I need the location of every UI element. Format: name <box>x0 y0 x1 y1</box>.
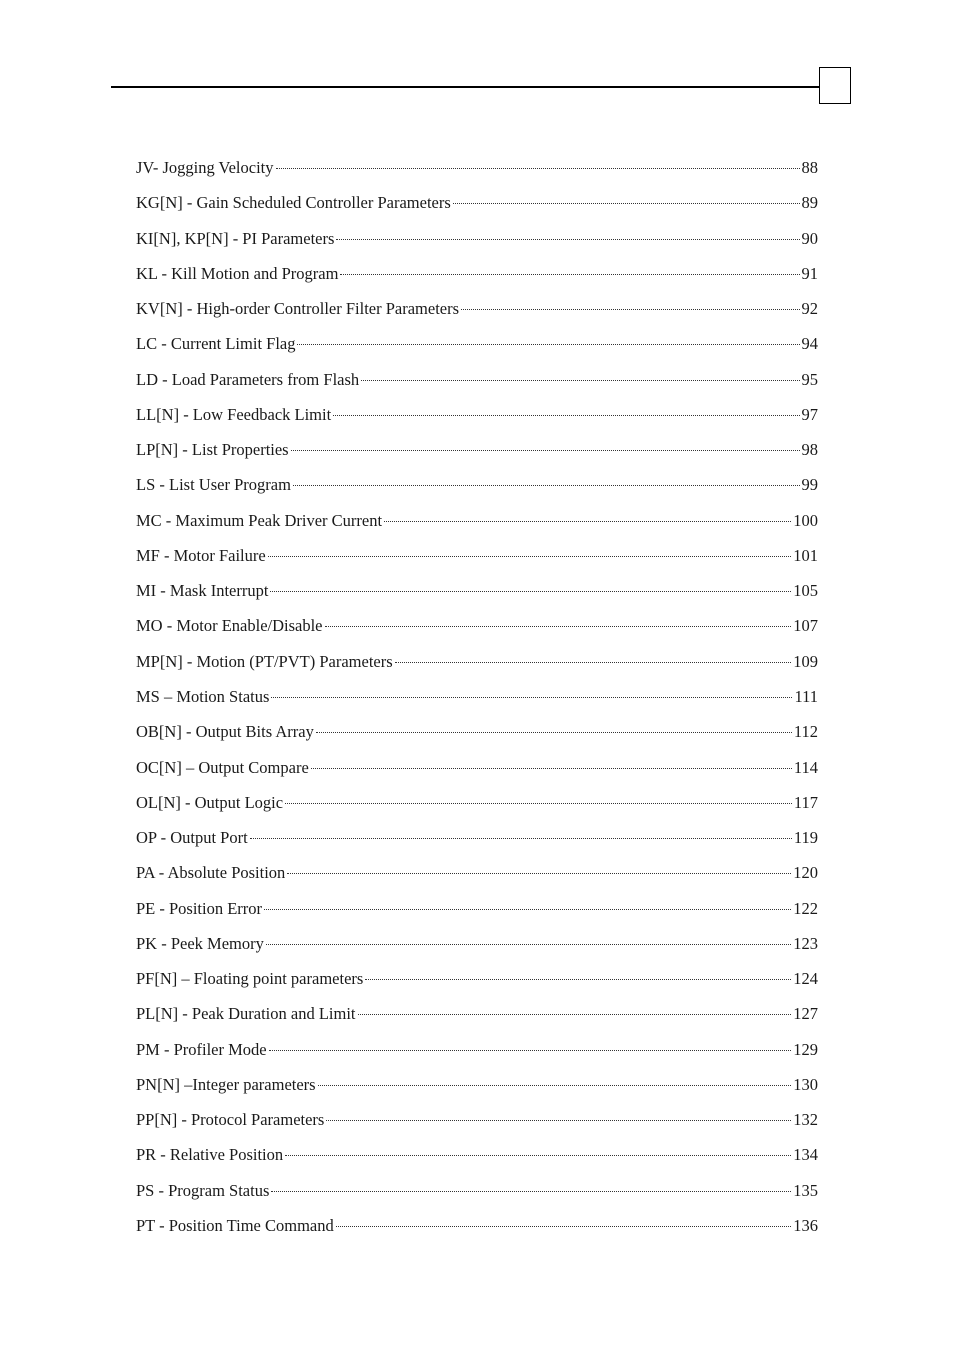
toc-entry[interactable] <box>136 256 818 291</box>
toc-entry[interactable] <box>136 1032 818 1067</box>
toc-dot-leader <box>336 1226 792 1227</box>
toc-entry-page-number: 105 <box>793 581 818 601</box>
toc-entry-page-number: 112 <box>793 722 818 742</box>
toc-entry-page-number: 136 <box>793 1215 818 1235</box>
toc-entry-page-number: 122 <box>793 898 818 918</box>
toc-entry[interactable] <box>136 785 818 820</box>
toc-dot-leader <box>266 944 791 945</box>
toc-entry[interactable] <box>136 432 818 467</box>
toc-entry[interactable] <box>136 714 818 749</box>
toc-entry-page-number: 99 <box>801 475 818 495</box>
toc-entry-label: PA - Absolute Position <box>136 863 286 883</box>
toc-entry[interactable] <box>136 644 818 679</box>
toc-entry-page-number: 92 <box>801 299 818 319</box>
toc-dot-leader <box>395 662 792 663</box>
toc-dot-leader <box>336 239 799 240</box>
toc-entry[interactable] <box>136 679 818 714</box>
header-rule <box>111 86 820 88</box>
toc-entry[interactable] <box>136 150 818 185</box>
toc-entry-label: KV[N] - High-order Controller Filter Parameters <box>136 299 460 319</box>
toc-entry[interactable] <box>136 608 818 643</box>
toc-entry[interactable] <box>136 362 818 397</box>
toc-entry-label: KL - Kill Motion and Program <box>136 263 339 283</box>
toc-entry-label: LL[N] - Low Feedback Limit <box>136 404 332 424</box>
toc-entry-page-number: 120 <box>793 863 818 883</box>
toc-dot-leader <box>276 168 800 169</box>
toc-entry-page-number: 88 <box>801 158 818 177</box>
toc-dot-leader <box>453 203 800 204</box>
toc-entry[interactable] <box>136 467 818 502</box>
toc-dot-leader <box>269 1050 792 1051</box>
toc-entry-label: MC - Maximum Peak Driver Current <box>136 510 383 530</box>
toc-entry[interactable] <box>136 503 818 538</box>
toc-entry[interactable] <box>136 820 818 855</box>
toc-entry[interactable] <box>136 1102 818 1137</box>
page-number-box <box>819 67 851 104</box>
toc-entry[interactable] <box>136 397 818 432</box>
toc-entry[interactable] <box>136 291 818 326</box>
toc-dot-leader <box>287 873 791 874</box>
toc-entry-label: PN[N] –Integer parameters <box>136 1074 316 1094</box>
toc-entry-page-number: 130 <box>793 1074 818 1094</box>
toc-entry[interactable] <box>136 326 818 361</box>
toc-entry[interactable] <box>136 538 818 573</box>
toc-dot-leader <box>384 521 791 522</box>
toc-entry-page-number: 89 <box>801 193 818 213</box>
toc-entry-label: OP - Output Port <box>136 828 248 848</box>
toc-entry-label: MI - Mask Interrupt <box>136 581 269 601</box>
toc-dot-leader <box>271 1191 791 1192</box>
toc-entry-label: OL[N] - Output Logic <box>136 792 284 812</box>
toc-entry-page-number: 107 <box>793 616 818 636</box>
toc-entry[interactable] <box>136 185 818 220</box>
toc-dot-leader <box>340 274 799 275</box>
toc-dot-leader <box>358 1014 792 1015</box>
toc-entry-label: KG[N] - Gain Scheduled Controller Parameters <box>136 193 451 213</box>
toc-entry-label: MP[N] - Motion (PT/PVT) Parameters <box>136 651 393 671</box>
toc-dot-leader <box>316 732 792 733</box>
toc-entry-page-number: 132 <box>793 1110 818 1130</box>
toc-entry-label: MF - Motor Failure <box>136 545 266 565</box>
toc-entry[interactable] <box>136 1208 818 1243</box>
toc-entry[interactable] <box>136 221 818 256</box>
toc-entry-label: LP[N] - List Properties <box>136 440 289 460</box>
toc-dot-leader <box>461 309 799 310</box>
toc-entry-label: PT - Position Time Command <box>136 1215 334 1235</box>
toc-entry-label: PL[N] - Peak Duration and Limit <box>136 1004 356 1024</box>
toc-entry-page-number: 135 <box>793 1180 818 1200</box>
toc-entry-label: OB[N] - Output Bits Array <box>136 722 314 742</box>
toc-entry-label: LS - List User Program <box>136 475 291 495</box>
toc-entry-label: PS - Program Status <box>136 1180 270 1200</box>
toc-entry-page-number: 117 <box>793 792 818 812</box>
toc-dot-leader <box>268 556 792 557</box>
toc-entry-label: PR - Relative Position <box>136 1145 284 1165</box>
toc-dot-leader <box>297 344 799 345</box>
toc-entry-label: PE - Position Error <box>136 898 263 918</box>
toc-entry[interactable] <box>136 961 818 996</box>
toc-dot-leader <box>271 697 792 698</box>
toc-entry[interactable] <box>136 1067 818 1102</box>
toc-entry-page-number: 97 <box>801 404 818 424</box>
toc-dot-leader <box>361 380 799 381</box>
toc-dot-leader <box>365 979 791 980</box>
toc-entry-label: PP[N] - Protocol Parameters <box>136 1110 325 1130</box>
toc-entry-label: JV- Jogging Velocity <box>136 158 274 177</box>
toc-entry-label: PK - Peek Memory <box>136 933 264 953</box>
table-of-contents <box>136 150 818 1243</box>
toc-entry-page-number: 101 <box>793 545 818 565</box>
toc-entry-page-number: 124 <box>793 969 818 989</box>
toc-dot-leader <box>325 626 792 627</box>
toc-dot-leader <box>293 485 800 486</box>
toc-dot-leader <box>326 1120 791 1121</box>
toc-entry[interactable] <box>136 855 818 890</box>
toc-entry[interactable] <box>136 573 818 608</box>
toc-dot-leader <box>264 909 791 910</box>
toc-entry-label: PF[N] – Floating point parameters <box>136 969 364 989</box>
toc-entry-page-number: 100 <box>793 510 818 530</box>
toc-entry[interactable] <box>136 1137 818 1172</box>
toc-dot-leader <box>311 768 792 769</box>
toc-entry-page-number: 127 <box>793 1004 818 1024</box>
toc-entry-page-number: 129 <box>793 1039 818 1059</box>
toc-entry[interactable] <box>136 996 818 1031</box>
toc-entry[interactable] <box>136 1173 818 1208</box>
toc-entry-page-number: 98 <box>801 440 818 460</box>
toc-entry-page-number: 91 <box>801 263 818 283</box>
toc-entry[interactable] <box>136 750 818 785</box>
toc-entry-page-number: 119 <box>793 828 818 848</box>
toc-entry-label: PM - Profiler Mode <box>136 1039 267 1059</box>
toc-entry-label: KI[N], KP[N] - PI Parameters <box>136 228 335 248</box>
toc-entry[interactable] <box>136 891 818 926</box>
toc-dot-leader <box>291 450 800 451</box>
toc-entry-page-number: 111 <box>794 686 818 706</box>
toc-dot-leader <box>318 1085 792 1086</box>
toc-dot-leader <box>333 415 799 416</box>
toc-entry-label: MS – Motion Status <box>136 686 270 706</box>
toc-dot-leader <box>285 1155 791 1156</box>
toc-entry-page-number: 109 <box>793 651 818 671</box>
toc-entry-label: MO - Motor Enable/Disable <box>136 616 323 636</box>
toc-dot-leader <box>285 803 792 804</box>
toc-dot-leader <box>270 591 791 592</box>
toc-entry-label: LC - Current Limit Flag <box>136 334 296 354</box>
toc-dot-leader <box>250 838 792 839</box>
toc-entry-page-number: 90 <box>801 228 818 248</box>
toc-entry-page-number: 114 <box>793 757 818 777</box>
toc-entry-page-number: 134 <box>793 1145 818 1165</box>
toc-entry[interactable] <box>136 926 818 961</box>
toc-entry-page-number: 95 <box>801 369 818 389</box>
toc-entry-page-number: 94 <box>801 334 818 354</box>
toc-entry-page-number: 123 <box>793 933 818 953</box>
toc-entry-label: LD - Load Parameters from Flash <box>136 369 360 389</box>
toc-entry-label: OC[N] – Output Compare <box>136 757 309 777</box>
